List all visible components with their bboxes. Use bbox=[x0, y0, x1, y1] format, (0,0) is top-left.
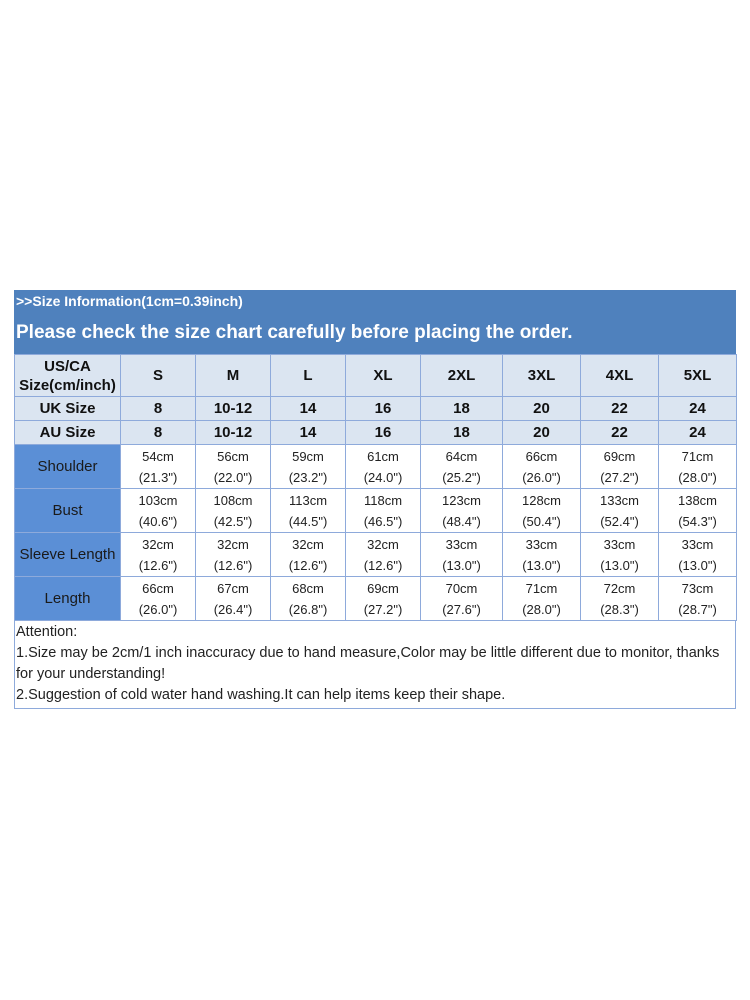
attention-notes bbox=[14, 621, 736, 709]
au-size-cell: 10-12 bbox=[196, 421, 271, 445]
value-cell bbox=[121, 489, 196, 533]
value-inch: (48.4") bbox=[442, 513, 481, 529]
value-cm: 128cm bbox=[521, 492, 562, 508]
uk-size-cell: 14 bbox=[271, 397, 346, 421]
au-size-cell: 24 bbox=[659, 421, 737, 445]
au-size-cell: 22 bbox=[581, 421, 659, 445]
value-cell bbox=[503, 445, 581, 489]
size-notice-header: Please check the size chart carefully before placing the order. bbox=[14, 312, 736, 354]
value-inch: (50.4") bbox=[522, 513, 561, 529]
measure-row-sleeve-length bbox=[15, 533, 737, 577]
uk-size-cell: 18 bbox=[421, 397, 503, 421]
size-m: M bbox=[196, 355, 271, 397]
value-cell bbox=[121, 445, 196, 489]
us-size-label-line1: US/CA bbox=[44, 357, 91, 375]
au-size-cell: 14 bbox=[271, 421, 346, 445]
measure-label: Bust bbox=[15, 489, 121, 533]
measure-label: Length bbox=[15, 577, 121, 621]
value-inch: (12.6") bbox=[288, 557, 328, 573]
uk-size-cell: 10-12 bbox=[196, 397, 271, 421]
value-inch: (13.0") bbox=[678, 557, 717, 573]
value-inch: (42.5") bbox=[213, 513, 253, 529]
value-cm: 69cm bbox=[603, 448, 636, 464]
value-inch: (13.0") bbox=[442, 557, 481, 573]
au-size-cell: 16 bbox=[346, 421, 421, 445]
value-cell bbox=[421, 489, 503, 533]
size-s: S bbox=[121, 355, 196, 397]
size-chart bbox=[14, 290, 736, 709]
value-cell bbox=[659, 577, 737, 621]
au-size-row bbox=[15, 421, 737, 445]
us-size-label bbox=[15, 355, 121, 397]
value-cm: 113cm bbox=[288, 492, 328, 508]
value-cell bbox=[346, 489, 421, 533]
value-cell bbox=[271, 445, 346, 489]
value-cell bbox=[196, 489, 271, 533]
value-inch: (27.6") bbox=[442, 601, 481, 617]
value-inch: (21.3") bbox=[138, 469, 178, 485]
size-table bbox=[14, 354, 737, 621]
value-cm: 32cm bbox=[142, 536, 174, 552]
measure-row-length bbox=[15, 577, 737, 621]
value-inch: (26.8") bbox=[288, 601, 328, 617]
value-cell bbox=[503, 577, 581, 621]
size-4xl: 4XL bbox=[581, 355, 659, 397]
value-inch: (24.0") bbox=[363, 469, 403, 485]
value-cell bbox=[121, 533, 196, 577]
value-cell bbox=[581, 533, 659, 577]
value-cell bbox=[421, 533, 503, 577]
value-cm: 32cm bbox=[292, 536, 324, 552]
uk-size-cell: 8 bbox=[121, 397, 196, 421]
uk-size-label: UK Size bbox=[15, 397, 121, 421]
value-cm: 33cm bbox=[681, 536, 714, 552]
value-inch: (25.2") bbox=[442, 469, 481, 485]
uk-size-cell: 22 bbox=[581, 397, 659, 421]
value-cm: 133cm bbox=[599, 492, 640, 508]
value-inch: (27.2") bbox=[363, 601, 403, 617]
value-cell bbox=[346, 533, 421, 577]
value-cm: 69cm bbox=[367, 580, 399, 596]
value-inch: (26.0") bbox=[138, 601, 178, 617]
value-cell bbox=[659, 489, 737, 533]
value-inch: (22.0") bbox=[213, 469, 253, 485]
value-inch: (12.6") bbox=[213, 557, 253, 573]
attention-note-1: 1.Size may be 2cm/1 inch inaccuracy due to hand measure,Color may be little different due to monitor, thanks for your understanding! bbox=[16, 645, 720, 682]
value-cell bbox=[346, 577, 421, 621]
value-inch: (28.0") bbox=[522, 601, 561, 617]
value-cm: 108cm bbox=[213, 492, 253, 508]
value-inch: (12.6") bbox=[363, 557, 403, 573]
us-size-label-line2: Size(cm/inch) bbox=[19, 376, 116, 394]
size-l: L bbox=[271, 355, 346, 397]
value-cell bbox=[196, 533, 271, 577]
value-inch: (44.5") bbox=[288, 513, 328, 529]
size-5xl: 5XL bbox=[659, 355, 737, 397]
value-cm: 67cm bbox=[217, 580, 249, 596]
value-cm: 66cm bbox=[142, 580, 174, 596]
value-cm: 59cm bbox=[292, 448, 324, 464]
measure-label: Sleeve Length bbox=[15, 533, 121, 577]
value-cm: 68cm bbox=[292, 580, 324, 596]
au-size-label: AU Size bbox=[15, 421, 121, 445]
value-cell bbox=[503, 489, 581, 533]
size-2xl: 2XL bbox=[421, 355, 503, 397]
value-inch: (28.3") bbox=[600, 601, 639, 617]
value-inch: (12.6") bbox=[138, 557, 178, 573]
attention-title: Attention: bbox=[16, 624, 78, 640]
value-inch: (40.6") bbox=[138, 513, 178, 529]
value-cm: 103cm bbox=[138, 492, 178, 508]
measure-label: Shoulder bbox=[15, 445, 121, 489]
value-cm: 33cm bbox=[603, 536, 636, 552]
value-cell bbox=[346, 445, 421, 489]
value-inch: (23.2") bbox=[288, 469, 328, 485]
value-cm: 71cm bbox=[525, 580, 558, 596]
value-inch: (28.7") bbox=[678, 601, 717, 617]
value-cell bbox=[421, 445, 503, 489]
value-cm: 32cm bbox=[217, 536, 249, 552]
uk-size-cell: 20 bbox=[503, 397, 581, 421]
size-xl: XL bbox=[346, 355, 421, 397]
au-size-cell: 8 bbox=[121, 421, 196, 445]
value-inch: (54.3") bbox=[678, 513, 717, 529]
value-inch: (13.0") bbox=[522, 557, 561, 573]
value-cell bbox=[271, 577, 346, 621]
value-cell bbox=[659, 445, 737, 489]
uk-size-cell: 24 bbox=[659, 397, 737, 421]
measure-row-shoulder bbox=[15, 445, 737, 489]
value-cm: 64cm bbox=[445, 448, 478, 464]
us-size-row bbox=[15, 355, 737, 397]
value-cm: 66cm bbox=[525, 448, 558, 464]
value-cell bbox=[581, 489, 659, 533]
value-cm: 33cm bbox=[525, 536, 558, 552]
value-cell bbox=[581, 577, 659, 621]
value-cell bbox=[581, 445, 659, 489]
measure-row-bust bbox=[15, 489, 737, 533]
value-inch: (13.0") bbox=[600, 557, 639, 573]
uk-size-row bbox=[15, 397, 737, 421]
value-cm: 123cm bbox=[441, 492, 482, 508]
size-info-header: >>Size Information(1cm=0.39inch) bbox=[14, 290, 736, 312]
value-cell bbox=[196, 445, 271, 489]
value-cm: 56cm bbox=[217, 448, 249, 464]
au-size-cell: 20 bbox=[503, 421, 581, 445]
value-cm: 33cm bbox=[445, 536, 478, 552]
value-cell bbox=[271, 489, 346, 533]
value-cell bbox=[271, 533, 346, 577]
value-cell bbox=[503, 533, 581, 577]
value-cm: 61cm bbox=[367, 448, 399, 464]
value-inch: (46.5") bbox=[363, 513, 403, 529]
value-inch: (26.4") bbox=[213, 601, 253, 617]
value-cm: 32cm bbox=[367, 536, 399, 552]
value-cell bbox=[659, 533, 737, 577]
value-cell bbox=[421, 577, 503, 621]
value-cell bbox=[121, 577, 196, 621]
value-cm: 71cm bbox=[681, 448, 714, 464]
value-cell bbox=[196, 577, 271, 621]
value-cm: 72cm bbox=[603, 580, 636, 596]
au-size-cell: 18 bbox=[421, 421, 503, 445]
value-cm: 73cm bbox=[681, 580, 714, 596]
size-3xl: 3XL bbox=[503, 355, 581, 397]
value-inch: (27.2") bbox=[600, 469, 639, 485]
uk-size-cell: 16 bbox=[346, 397, 421, 421]
value-cm: 70cm bbox=[445, 580, 478, 596]
value-inch: (28.0") bbox=[678, 469, 717, 485]
value-inch: (52.4") bbox=[600, 513, 639, 529]
value-cm: 54cm bbox=[142, 448, 174, 464]
value-inch: (26.0") bbox=[522, 469, 561, 485]
value-cm: 138cm bbox=[677, 492, 718, 508]
value-cm: 118cm bbox=[363, 492, 403, 508]
attention-note-2: 2.Suggestion of cold water hand washing.It can help items keep their shape. bbox=[16, 687, 506, 703]
